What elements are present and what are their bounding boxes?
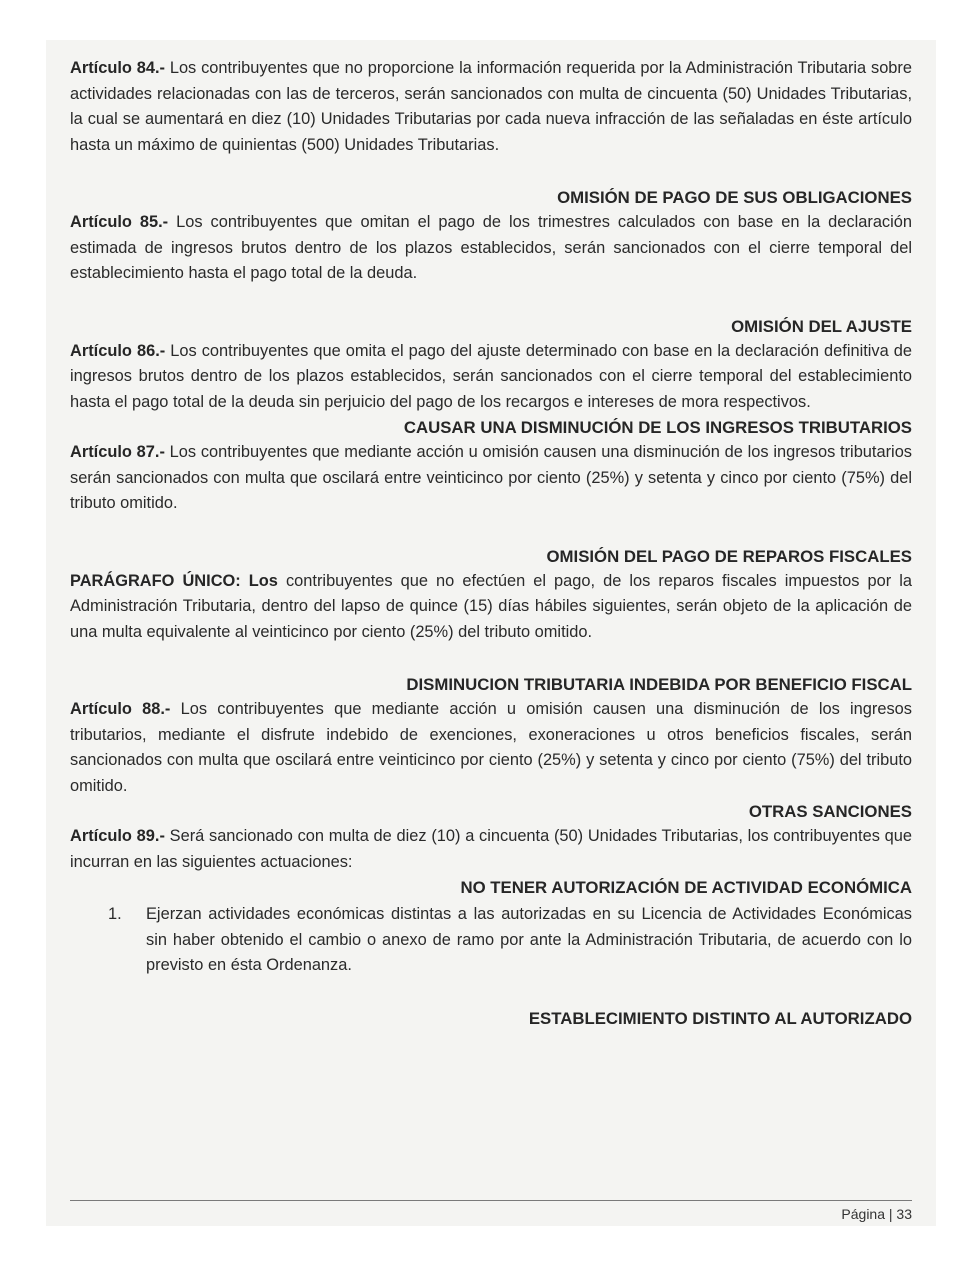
paragrafo-text: contribuyentes que no efectúen el pago, de los reparos fiscales impuestos por la Administración Tributaria, dentro del lapso de quince (15) días hábiles siguientes, serán objeto de la aplicación de una multa equivalente al veinticinco por ciento (25%) del tributo omitido. [70,571,912,641]
page-number: Página | 33 [841,1206,912,1222]
heading-otras-sanciones: OTRAS SANCIONES [748,802,912,821]
article-label: Artículo 88.- [70,700,171,718]
article-text: Los contribuyentes que omita el pago del ajuste determinado con base en la declaración definitiva de ingresos brutos dentro de los plazos establecidos, serán sancionados con el cierre temporal del establecimiento hasta el pago total de la deuda sin perjuicio del pago de los recargos e intereses de mora respectivos. [70,341,912,411]
article-text: Los contribuyentes que mediante acción u omisión causen una disminución de los ingresos tributarios serán sancionados con multa que oscilará entre veinticinco por ciento (25%) y setenta y cinco por ciento (75%) del tributo omitido. [70,443,913,512]
list-item-number: 1. [108,905,122,923]
article-text: Los contribuyentes que no proporcione la información requerida por la Administración Tributaria sobre actividades relacionadas con las de terceros, serán sancionados con multa de cincuenta (50) Unidades Tributarias, la cual se aumentará en diez (10) Unidades Tributarias por cada nueva infracción de las señaladas en éste artículo hasta un máximo de quinientas (500) Unidades Tributarias. [70,59,913,154]
heading-omision-pago: OMISIÓN DE PAGO DE SUS OBLIGACIONES [557,188,912,207]
article-88 [70,697,912,799]
footer-divider [70,1200,912,1201]
list-item-text: Ejerzan actividades económicas distintas a las autorizadas en su Licencia de Actividades Económicas sin haber obtenido el cambio o anexo de ramo por ante la Administración Tributaria, de acuerdo con lo previsto en ésta Ordenanza. [146,905,912,974]
article-label: Artículo 89.- [70,827,165,845]
article-label: Artículo 85.- [70,213,169,231]
article-89 [70,824,912,875]
heading-beneficio-fiscal: DISMINUCION TRIBUTARIA INDEBIDA POR BENEFICIO FISCAL [406,675,912,694]
article-87 [70,440,912,517]
heading-disminucion-ingresos: CAUSAR UNA DISMINUCIÓN DE LOS INGRESOS TRIBUTARIOS [403,418,912,437]
document-body [70,56,912,1031]
article-label: Artículo 84.- [70,59,165,77]
heading-omision-ajuste: OMISIÓN DEL AJUSTE [731,316,912,336]
article-text: Los contribuyentes que omitan el pago de los trimestres calculados con base en la declaración estimada de ingresos brutos dentro de los plazos establecidos, serán sancionados con el cierre temporal del establecimiento hasta el pago total de la deuda. [70,213,912,282]
article-85 [70,210,912,287]
heading-actividad-economica: NO TENER AUTORIZACIÓN DE ACTIVIDAD ECONÓMICA [460,878,912,897]
article-86 [70,339,912,416]
article-text: Los contribuyentes que mediante acción u omisión causen una disminución de los ingresos tributarios, mediante el disfrute indebido de exenciones, exoneraciones u otros beneficios fiscales, serán sancionados con multa que oscilará entre veinticinco por ciento (25%) y setenta y cinco por ciento (75%) del tributo omitido. [70,700,912,795]
article-label: Artículo 86.- [70,341,166,360]
article-84 [70,56,912,158]
heading-establecimiento: ESTABLECIMIENTO DISTINTO AL AUTORIZADO [528,1008,912,1028]
paragrafo-unico [70,569,912,646]
paragrafo-label: PARÁGRAFO ÚNICO: Los [70,571,278,590]
list-item [70,902,912,979]
article-label: Artículo 87.- [70,443,165,461]
article-text: Será sancionado con multa de diez (10) a cincuenta (50) Unidades Tributarias, los contribuyentes que incurran en las siguientes actuaciones: [70,827,912,871]
heading-reparos-fiscales: OMISIÓN DEL PAGO DE REPAROS FISCALES [546,546,912,566]
